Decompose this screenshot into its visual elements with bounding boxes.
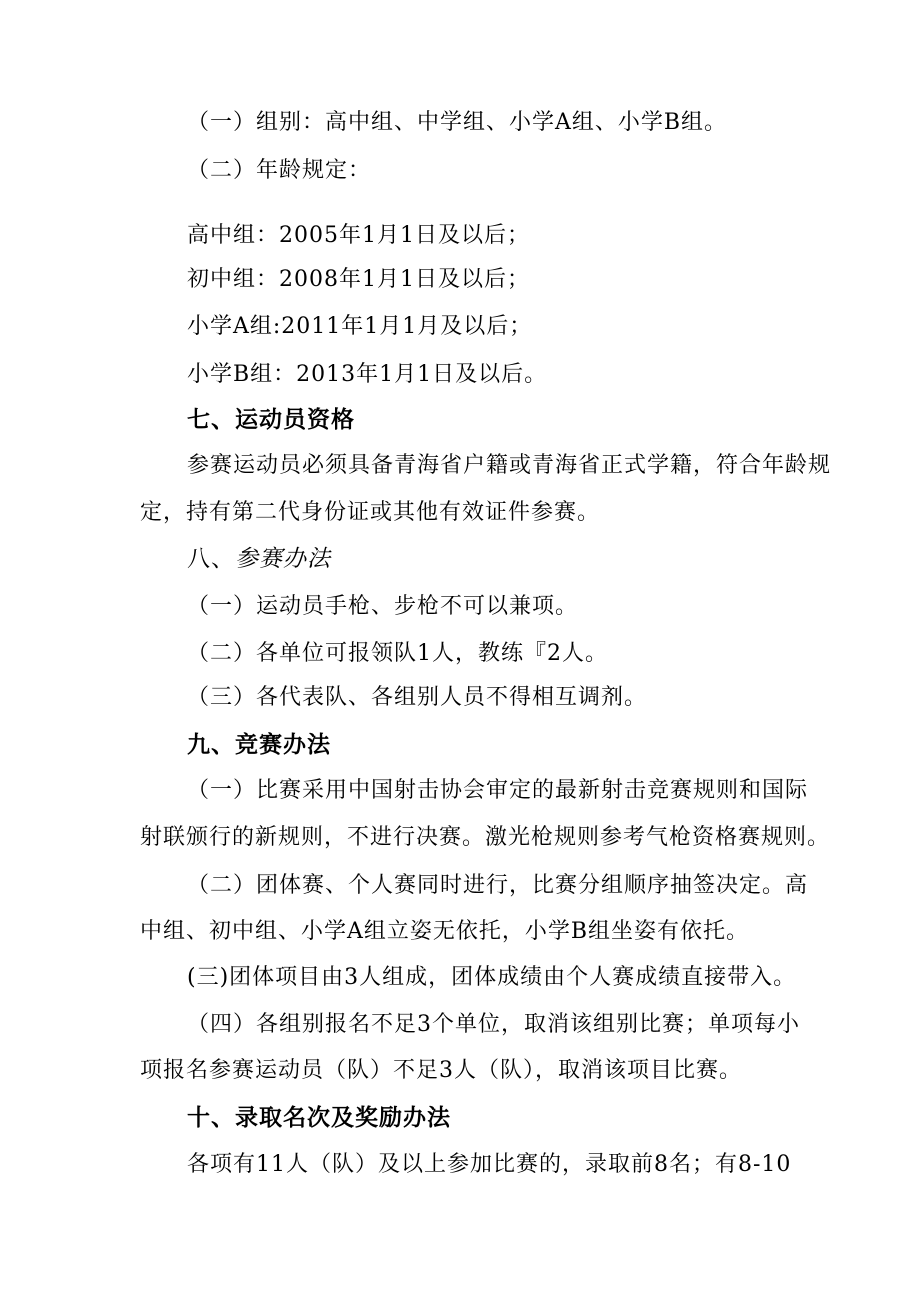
section-9-item-4-line-2: 项报名参赛运动员（队）不足3人（队），取消该项目比赛。 (140, 1058, 742, 1083)
age-rule-junior-high: 初中组：2008年1月1日及以后； (187, 267, 530, 292)
section-9-item-4-line-1: （四）各组别报名不足3个单位，取消该组别比赛；单项每小 (187, 1012, 800, 1037)
section-8-heading (187, 545, 331, 573)
section-8-item-3: （三）各代表队、各组别人员不得相互调剂。 (187, 685, 648, 710)
section-9-heading: 九、竞赛办法 (187, 732, 331, 758)
section-8-item-1: （一）运动员手枪、步枪不可以兼项。 (187, 594, 579, 619)
section-8-heading-prefix: 八、 (187, 546, 235, 572)
section-7-paragraph-line-1: 参赛运动员必须具备青海省户籍或青海省正式学籍，符合年龄规 (187, 453, 832, 478)
age-rule-primary-b: 小学B组：2013年1月1日及以后。 (187, 362, 548, 387)
section-7-heading: 七、运动员资格 (187, 407, 355, 433)
section-9-item-1-line-2: 射联颁行的新规则，不进行决赛。激光枪规则参考气枪资格赛规则。 (140, 825, 831, 850)
section-8-item-2: （二）各单位可报领队1人，教练『2人。 (187, 641, 608, 666)
section-9-item-2-line-2: 中组、初中组、小学A组立姿无依托，小学B组坐姿有依托。 (140, 919, 750, 944)
section-10-paragraph-line-1: 各项有11人（队）及以上参加比赛的，录取前8名；有8-10 (187, 1152, 792, 1177)
section-7-paragraph-line-2: 定，持有第二代身份证或其他有效证件参赛。 (140, 500, 601, 525)
age-rules-title: （二）年龄规定： (187, 158, 372, 183)
section-9-item-1-line-1: （一）比赛采用中国射击协会审定的最新射击竞赛规则和国际 (187, 778, 809, 803)
group-list: （一）组别：高中组、中学组、小学A组、小学B组。 (187, 110, 728, 135)
age-rule-high-school: 高中组：2005年1月1日及以后； (187, 223, 530, 248)
section-10-heading: 十、录取名次及奖励办法 (187, 1105, 451, 1131)
section-9-item-2-line-1: （二）团体赛、个人赛同时进行，比赛分组顺序抽签决定。高 (187, 873, 809, 898)
age-rule-primary-a: 小学A组:2011年1月1月及以后； (187, 314, 533, 339)
section-9-item-3: (三)团体项目由3人组成，团体成绩由个人赛成绩直接带入。 (187, 965, 797, 990)
section-8-heading-title: 参赛办法 (235, 546, 331, 572)
